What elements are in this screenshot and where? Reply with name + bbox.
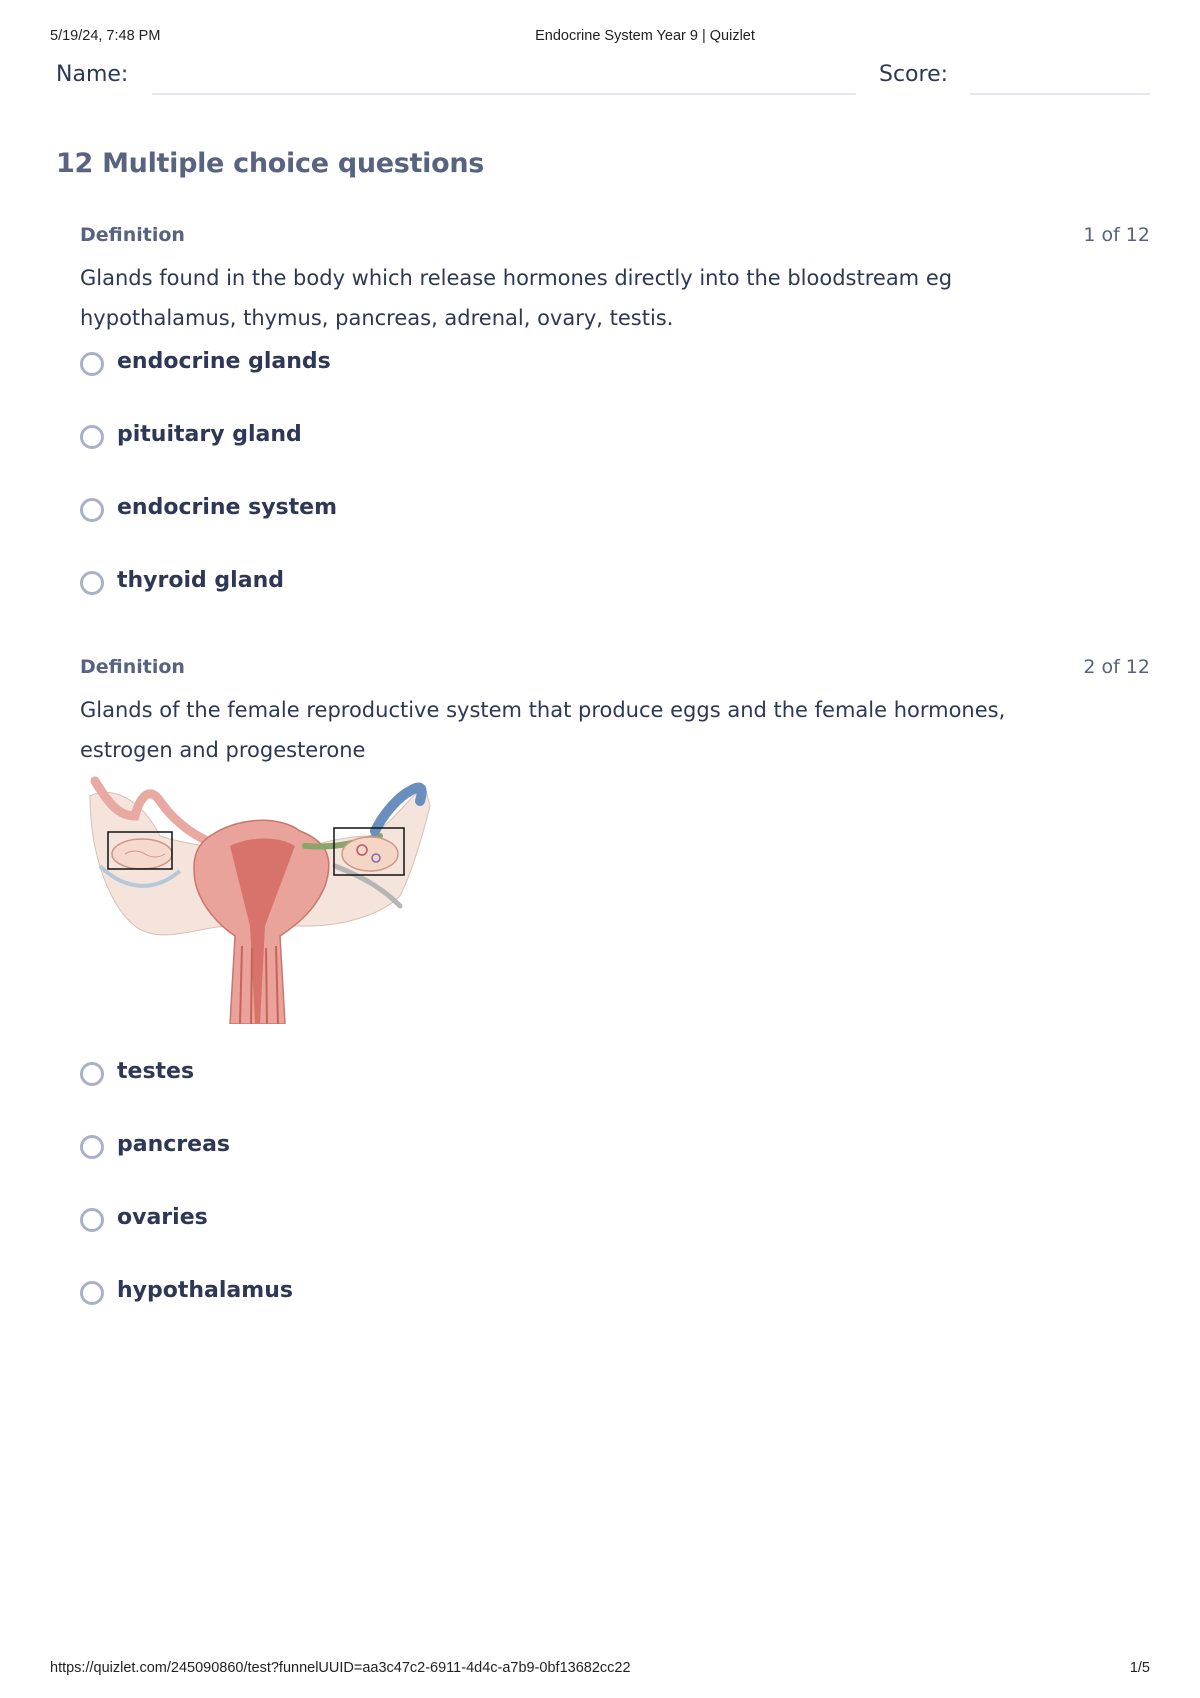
print-footer: [50, 1660, 1150, 1680]
answer-label[interactable]: hypothalamus: [117, 1278, 293, 1303]
answer-label[interactable]: thyroid gland: [117, 568, 284, 593]
answer-option[interactable]: [80, 1132, 1150, 1208]
answer-label[interactable]: endocrine system: [117, 495, 338, 520]
print-header: [50, 28, 1150, 48]
answer-label[interactable]: testes: [117, 1059, 195, 1084]
radio-button[interactable]: [80, 1135, 104, 1159]
print-date: 5/19/24, 7:48 PM: [50, 28, 161, 44]
question-counter: 1 of 12: [1083, 224, 1150, 246]
page-number: 1/5: [1129, 1660, 1150, 1676]
print-title: Endocrine System Year 9 | Quizlet: [535, 28, 755, 44]
answer-options: [80, 1059, 1150, 1354]
answer-option[interactable]: [80, 1278, 1150, 1354]
answer-option[interactable]: [80, 1205, 1150, 1281]
question-text: [80, 258, 1080, 338]
radio-button[interactable]: [80, 1062, 104, 1086]
answer-option[interactable]: [80, 422, 1150, 498]
name-score-row: [56, 60, 1150, 100]
answer-label[interactable]: ovaries: [117, 1205, 208, 1230]
answer-label[interactable]: pancreas: [117, 1132, 231, 1157]
section-title: 12 Multiple choice questions: [56, 148, 485, 179]
reproductive-system-image: [80, 776, 445, 1024]
question-text-line: estrogen and progesterone: [80, 738, 366, 762]
radio-button[interactable]: [80, 498, 104, 522]
question-label: Definition: [80, 656, 185, 678]
question-counter: 2 of 12: [1083, 656, 1150, 678]
page-url: https://quizlet.com/245090860/test?funnelUUID=aa3c47c2-6911-4d4c-a7b9-0bf13682cc22: [50, 1660, 631, 1676]
radio-button[interactable]: [80, 1208, 104, 1232]
answer-options: [80, 349, 1150, 644]
answer-option[interactable]: [80, 1059, 1150, 1135]
answer-option[interactable]: [80, 568, 1150, 644]
question-1: [80, 224, 1150, 644]
answer-label[interactable]: endocrine glands: [117, 349, 331, 374]
radio-button[interactable]: [80, 425, 104, 449]
name-label: Name:: [56, 62, 129, 87]
question-text: [80, 690, 1080, 770]
name-field[interactable]: [152, 93, 856, 95]
question-text-line: hypothalamus, thymus, pancreas, adrenal, ovary, testis.: [80, 306, 674, 330]
answer-option[interactable]: [80, 349, 1150, 425]
uterus-ovaries-illustration: [80, 776, 445, 1024]
question-text-line: Glands found in the body which release hormones directly into the bloodstream eg: [80, 266, 953, 290]
answer-label[interactable]: pituitary gland: [117, 422, 302, 447]
radio-button[interactable]: [80, 352, 104, 376]
question-label: Definition: [80, 224, 185, 246]
question-2: [80, 656, 1150, 1354]
score-label: Score:: [879, 62, 949, 87]
answer-option[interactable]: [80, 495, 1150, 571]
question-text-line: Glands of the female reproductive system that produce eggs and the female hormones,: [80, 698, 1006, 722]
score-field[interactable]: [970, 93, 1150, 95]
radio-button[interactable]: [80, 1281, 104, 1305]
radio-button[interactable]: [80, 571, 104, 595]
